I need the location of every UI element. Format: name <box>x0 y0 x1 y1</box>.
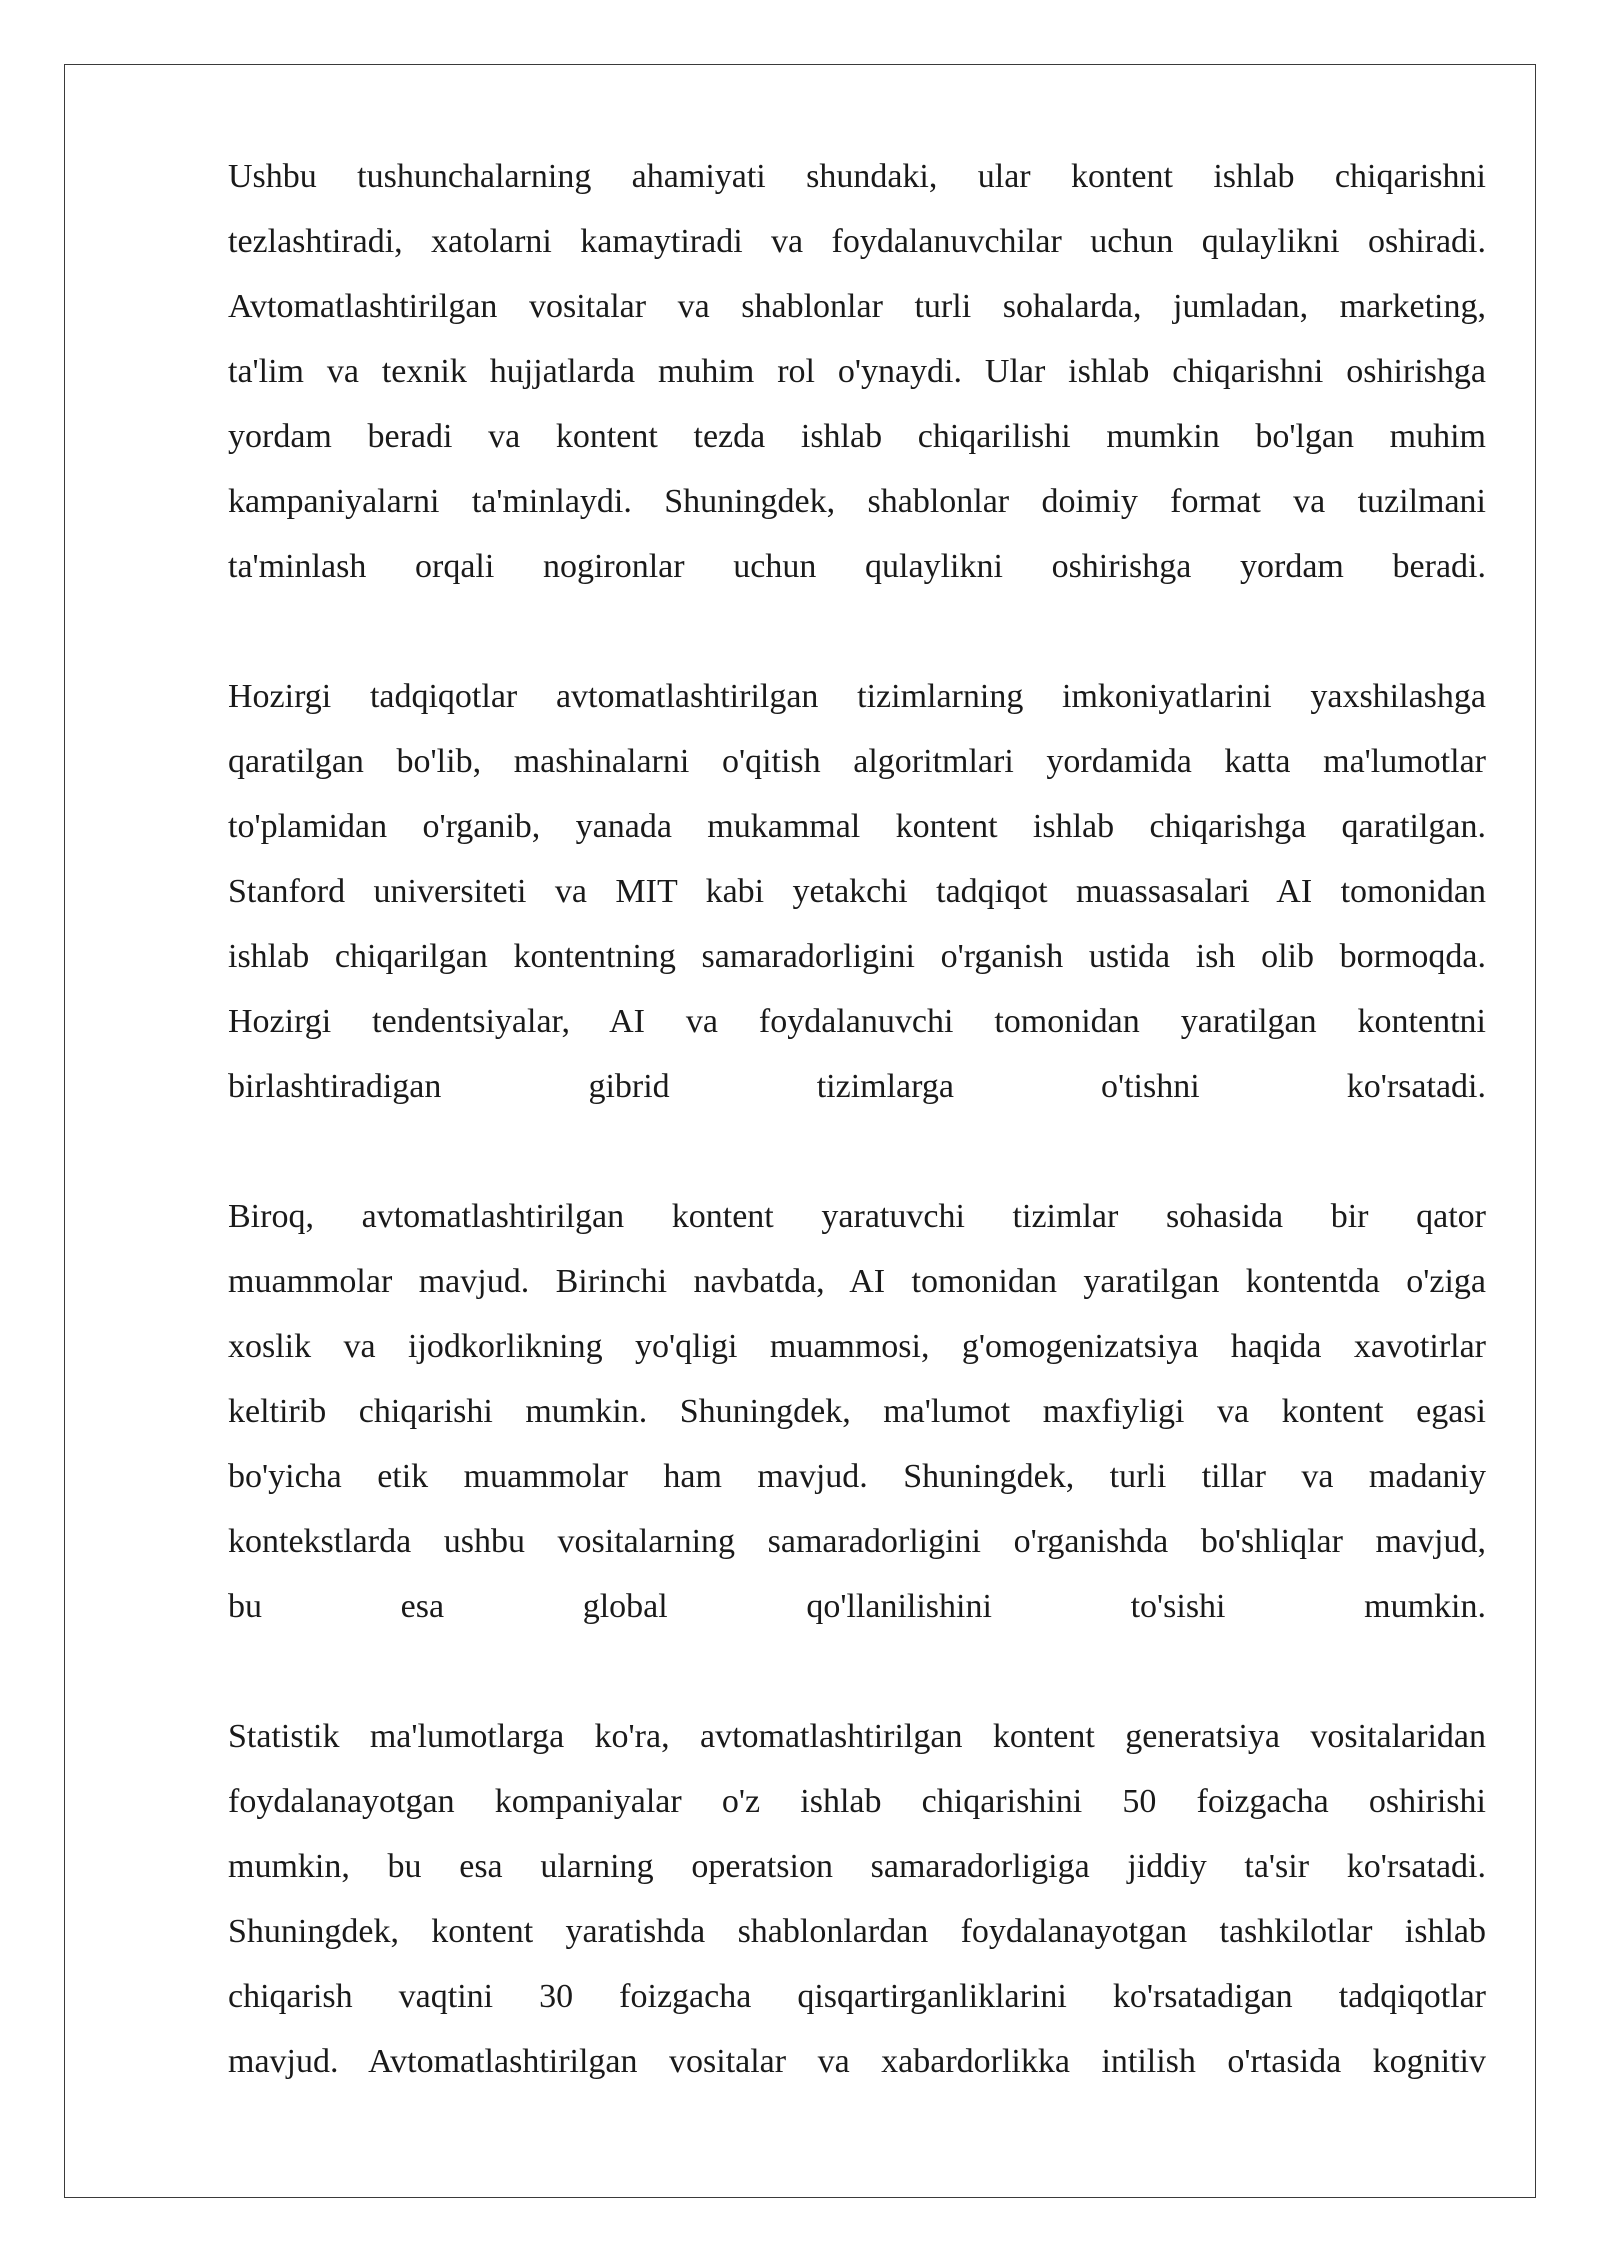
paragraph-gap <box>228 599 1486 664</box>
text-line: to'plamidan o'rganib, yanada mukammal kontent ishlab chiqarishga qaratilgan. <box>228 808 1486 845</box>
text-line: foydalanayotgan kompaniyalar o'z ishlab chiqarishini 50 foizgacha oshirishi <box>228 1783 1486 1820</box>
text-line: muammolar mavjud. Birinchi navbatda, AI tomonidan yaratilgan kontentda o'ziga <box>228 1263 1486 1300</box>
text-line: birlashtiradigan gibrid tizimlarga o'tishni ko'rsatadi. <box>228 1068 1486 1105</box>
text-line: mavjud. Avtomatlashtirilgan vositalar va xabardorlikka intilish o'rtasida kognitiv <box>228 2043 1486 2080</box>
text-line: Biroq, avtomatlashtirilgan kontent yaratuvchi tizimlar sohasida bir qator <box>228 1198 1486 1235</box>
paragraph-gap <box>228 1119 1486 1184</box>
text-line: Stanford universiteti va MIT kabi yetakchi tadqiqot muassasalari AI tomonidan <box>228 873 1486 910</box>
text-line: ta'lim va texnik hujjatlarda muhim rol o'ynaydi. Ular ishlab chiqarishni oshirishga <box>228 353 1486 390</box>
text-line: kampaniyalarni ta'minlaydi. Shuningdek, shablonlar doimiy format va tuzilmani <box>228 483 1486 520</box>
paragraph-2 <box>228 664 1486 1119</box>
paragraph-3 <box>228 1184 1486 1639</box>
text-line: Statistik ma'lumotlarga ko'ra, avtomatlashtirilgan kontent generatsiya vositalaridan <box>228 1718 1486 1755</box>
text-line: ishlab chiqarilgan kontentning samaradorligini o'rganish ustida ish olib bormoqda. <box>228 938 1486 975</box>
text-line: Hozirgi tadqiqotlar avtomatlashtirilgan tizimlarning imkoniyatlarini yaxshilashga <box>228 678 1486 715</box>
text-line: Avtomatlashtirilgan vositalar va shablonlar turli sohalarda, jumladan, marketing, <box>228 288 1486 325</box>
text-line: tezlashtiradi, xatolarni kamaytiradi va foydalanuvchilar uchun qulaylikni oshiradi. <box>228 223 1486 260</box>
text-line: ta'minlash orqali nogironlar uchun qulaylikni oshirishga yordam beradi. <box>228 548 1486 585</box>
paragraph-1 <box>228 144 1486 599</box>
text-line: bu esa global qo'llanilishini to'sishi mumkin. <box>228 1588 1486 1625</box>
text-line: chiqarish vaqtini 30 foizgacha qisqartirganliklarini ko'rsatadigan tadqiqotlar <box>228 1978 1486 2015</box>
text-line: yordam beradi va kontent tezda ishlab chiqarilishi mumkin bo'lgan muhim <box>228 418 1486 455</box>
document-body <box>228 144 1486 2094</box>
paragraph-4 <box>228 1704 1486 2094</box>
text-line: xoslik va ijodkorlikning yo'qligi muammosi, g'omogenizatsiya haqida xavotirlar <box>228 1328 1486 1365</box>
text-line: Ushbu tushunchalarning ahamiyati shundaki, ular kontent ishlab chiqarishni <box>228 158 1486 195</box>
text-line: qaratilgan bo'lib, mashinalarni o'qitish algoritmlari yordamida katta ma'lumotlar <box>228 743 1486 780</box>
text-line: Shuningdek, kontent yaratishda shablonlardan foydalanayotgan tashkilotlar ishlab <box>228 1913 1486 1950</box>
text-line: Hozirgi tendentsiyalar, AI va foydalanuvchi tomonidan yaratilgan kontentni <box>228 1003 1486 1040</box>
text-line: keltirib chiqarishi mumkin. Shuningdek, ma'lumot maxfiyligi va kontent egasi <box>228 1393 1486 1430</box>
text-line: mumkin, bu esa ularning operatsion samaradorligiga jiddiy ta'sir ko'rsatadi. <box>228 1848 1486 1885</box>
text-line: bo'yicha etik muammolar ham mavjud. Shuningdek, turli tillar va madaniy <box>228 1458 1486 1495</box>
paragraph-gap <box>228 1639 1486 1704</box>
text-line: kontekstlarda ushbu vositalarning samaradorligini o'rganishda bo'shliqlar mavjud, <box>228 1523 1486 1560</box>
